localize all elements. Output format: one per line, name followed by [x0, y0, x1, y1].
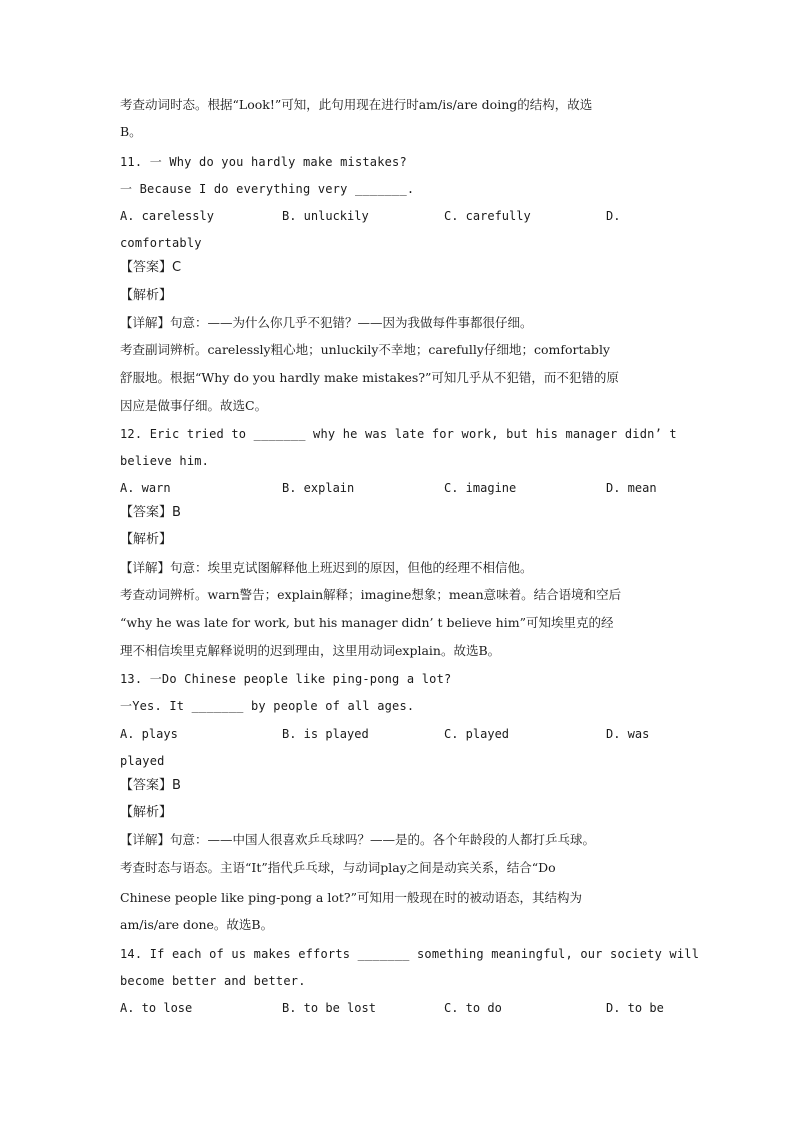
option-b: B. unluckily — [282, 209, 369, 223]
option-a: A. warn — [120, 481, 171, 495]
option-a: A. plays — [120, 727, 178, 741]
option-c: C. played — [444, 727, 510, 741]
detail-line: 考查动词辨析。warn警告；explain解释；imagine想象；mean意味着。结合语境和空后 — [120, 587, 622, 602]
question-11-line-2: 一 Because I do everything very _______. — [120, 182, 415, 196]
question-14-options — [120, 998, 680, 1018]
option-b: B. is played — [282, 727, 369, 741]
answer-label: 【答案】B — [120, 505, 181, 520]
detail-line: “why he was late for work, but his manager didn’ t believe him”可知埃里克的经 — [120, 615, 614, 630]
question-11-line-1: 11. 一 Why do you hardly make mistakes? — [120, 155, 407, 169]
detail-line: 【详解】句意：埃里克试图解释他上班迟到的原因，但他的经理不相信他。 — [120, 560, 533, 575]
option-c: C. imagine — [444, 481, 517, 495]
question-11-options — [120, 206, 680, 226]
option-b: B. to be lost — [282, 1001, 376, 1015]
detail-line: 理不相信埃里克解释说明的迟到理由，这里用动词explain。故选B。 — [120, 643, 501, 658]
detail-line: 考查副词辨析。carelessly粗心地；unluckily不幸地；carefully仔细地；comfortably — [120, 342, 610, 357]
question-13-line-2: 一Yes. It _______ by people of all ages. — [120, 699, 415, 713]
option-c: C. to do — [444, 1001, 502, 1015]
question-12-line-1: 12. Eric tried to _______ why he was late for work, but his manager didn’ t — [120, 427, 677, 441]
option-b: B. explain — [282, 481, 355, 495]
analysis-label: 【解析】 — [120, 805, 173, 820]
option-d: D. mean — [606, 481, 657, 495]
detail-line: Chinese people like ping-pong a lot?”可知用一般现在时的被动语态，其结构为 — [120, 890, 582, 905]
analysis-line: B。 — [120, 124, 142, 139]
analysis-label: 【解析】 — [120, 532, 173, 547]
question-14-line-2: become better and better. — [120, 974, 306, 988]
question-14-line-1: 14. If each of us makes efforts _______ something meaningful, our society will — [120, 947, 700, 961]
option-d-continued: played — [120, 754, 165, 768]
question-13-options — [120, 724, 680, 744]
question-12-options — [120, 478, 680, 498]
option-a: A. to lose — [120, 1001, 193, 1015]
analysis-label: 【解析】 — [120, 288, 173, 303]
detail-line: 【详解】句意：——为什么你几乎不犯错？——因为我做每件事都很仔细。 — [120, 315, 533, 330]
detail-line: 考查时态与语态。主语“It”指代乒乓球，与动词play之间是动宾关系，结合“Do — [120, 860, 556, 875]
option-d-continued: comfortably — [120, 236, 202, 250]
detail-line: 因应是做事仔细。故选C。 — [120, 398, 268, 413]
option-d: D. — [606, 209, 621, 223]
option-d: D. was — [606, 727, 650, 741]
answer-label: 【答案】B — [120, 778, 181, 793]
option-c: C. carefully — [444, 209, 531, 223]
option-d: D. to be — [606, 1001, 664, 1015]
detail-line: 【详解】句意：——中国人很喜欢乒乓球吗？——是的。各个年龄段的人都打乒乓球。 — [120, 832, 596, 847]
analysis-line: 考查动词时态。根据“Look!”可知，此句用现在进行时am/is/are doing的结构，故选 — [120, 97, 593, 112]
detail-line: am/is/are done。故选B。 — [120, 917, 274, 932]
option-a: A. carelessly — [120, 209, 214, 223]
answer-label: 【答案】C — [120, 260, 182, 275]
question-12-line-2: believe him. — [120, 454, 210, 468]
question-13-line-1: 13. 一Do Chinese people like ping-pong a lot? — [120, 672, 452, 686]
detail-line: 舒服地。根据“Why do you hardly make mistakes?”可知几乎从不犯错，而不犯错的原 — [120, 370, 619, 385]
